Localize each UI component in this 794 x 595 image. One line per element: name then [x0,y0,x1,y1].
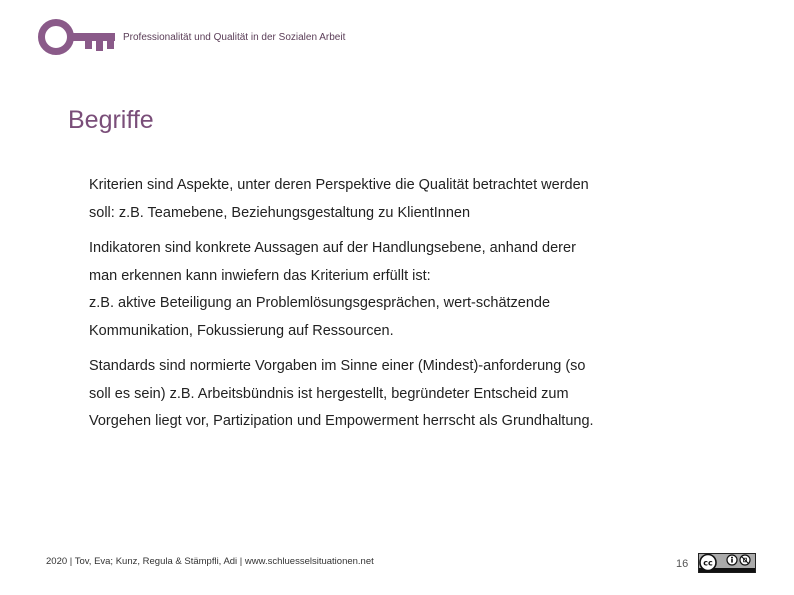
paragraph-indikatoren [89,235,689,345]
text-line: soll es sein) z.B. Arbeitsbündnis ist hergestellt, begründeter Entscheid zum [89,385,569,402]
text-line: Vorgehen liegt vor, Partizipation und Empowerment herrscht als Grundhaltung. [89,413,594,429]
text-line: Standards sind normierte Vorgaben im Sinne einer (Mindest)-anforderung (so [89,358,586,374]
text-line: Kriterien sind Aspekte, unter deren Perspektive die Qualität betrachtet werden [89,177,589,193]
key-icon [36,14,118,60]
paragraph-kriterien [89,172,689,227]
slide-title: Begriffe [68,106,154,134]
page-number: 16 [676,558,689,570]
footer-credits: 2020 | Tov, Eva; Kunz, Regula & Stämpfli, Adi | www.schluesselsituationen.net [46,556,374,567]
text-line: Indikatoren sind konkrete Aussagen auf der Handlungsebene, anhand derer [89,240,576,256]
text-line: man erkennen kann inwiefern das Kriterium erfüllt ist: [89,267,431,284]
cc-by-nc-icon [698,553,756,573]
text-line: z.B. aktive Beteiligung an Problemlösungsgesprächen, wert-schätzende [89,295,551,311]
text-line: soll: z.B. Teamebene, Beziehungsgestaltung zu KlientInnen [89,204,471,221]
header-text: Professionalität und Qualität in der Sozialen Arbeit [123,32,346,43]
slide-content [89,172,689,444]
svg-text:cc: cc [703,558,713,568]
paragraph-standards [89,353,689,436]
text-line: Kommunikation, Fokussierung auf Ressourcen. [89,322,394,339]
